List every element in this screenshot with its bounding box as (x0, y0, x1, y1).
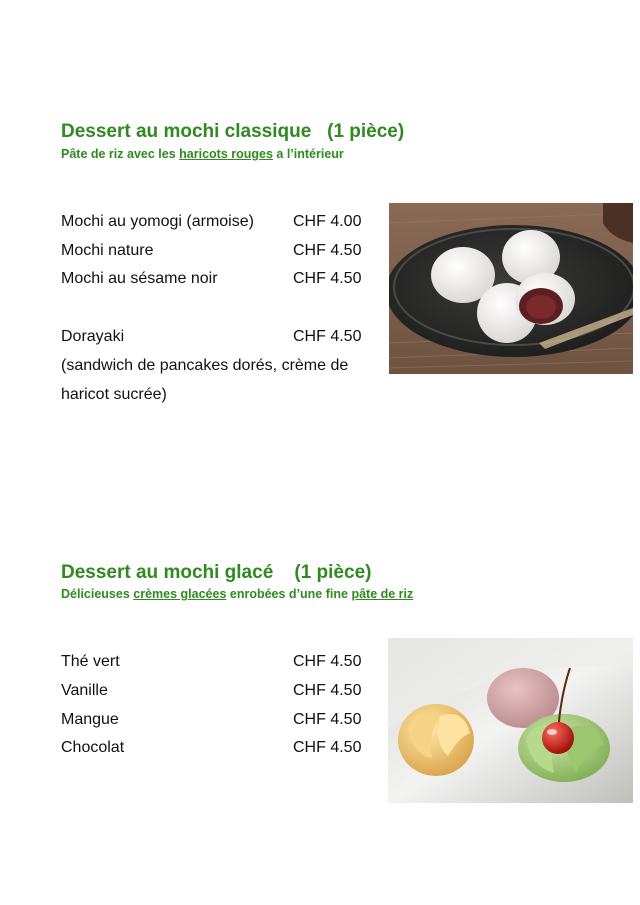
haricots-rouges-link[interactable]: haricots rouges (179, 147, 273, 161)
section-subtitle-iced (61, 587, 413, 601)
item-price: CHF 4.50 (293, 739, 362, 756)
item-name: Mochi nature (61, 242, 154, 259)
item-price: CHF 4.00 (293, 213, 362, 230)
mochi-classic-photo (389, 203, 633, 374)
section-title-classic: Dessert au mochi classique (1 pièce) (61, 121, 405, 142)
cremes-glacees-link[interactable]: crèmes glacées (133, 587, 227, 601)
item-price: CHF 4.50 (293, 711, 362, 728)
item-name: Chocolat (61, 739, 125, 756)
item-name: Dorayaki (61, 328, 125, 345)
pate-de-riz-link[interactable]: pâte de riz (351, 587, 414, 601)
item-name: Thé vert (61, 653, 120, 670)
mochi-ice-photo (388, 638, 633, 803)
item-price: CHF 4.50 (293, 682, 362, 699)
dorayaki-description: (sandwich de pancakes dorés, crème de haricot sucrée) (61, 357, 349, 403)
item-name: Vanille (61, 682, 108, 699)
subtitle-text: Délicieuses (61, 587, 134, 601)
subtitle-text: enrobées d’une fine (226, 587, 352, 601)
item-price: CHF 4.50 (293, 653, 362, 670)
item-name: Mangue (61, 711, 119, 728)
section-subtitle-classic (61, 147, 344, 161)
item-price: CHF 4.50 (293, 328, 362, 345)
section-title-iced: Dessert au mochi glacé (1 pièce) (61, 562, 372, 583)
item-name: Mochi au sésame noir (61, 270, 218, 287)
subtitle-text: a l’intérieur (272, 147, 344, 161)
subtitle-text: Pâte de riz avec les (61, 147, 180, 161)
item-price: CHF 4.50 (293, 242, 362, 259)
item-name: Mochi au yomogi (armoise) (61, 213, 254, 230)
item-price: CHF 4.50 (293, 270, 362, 287)
